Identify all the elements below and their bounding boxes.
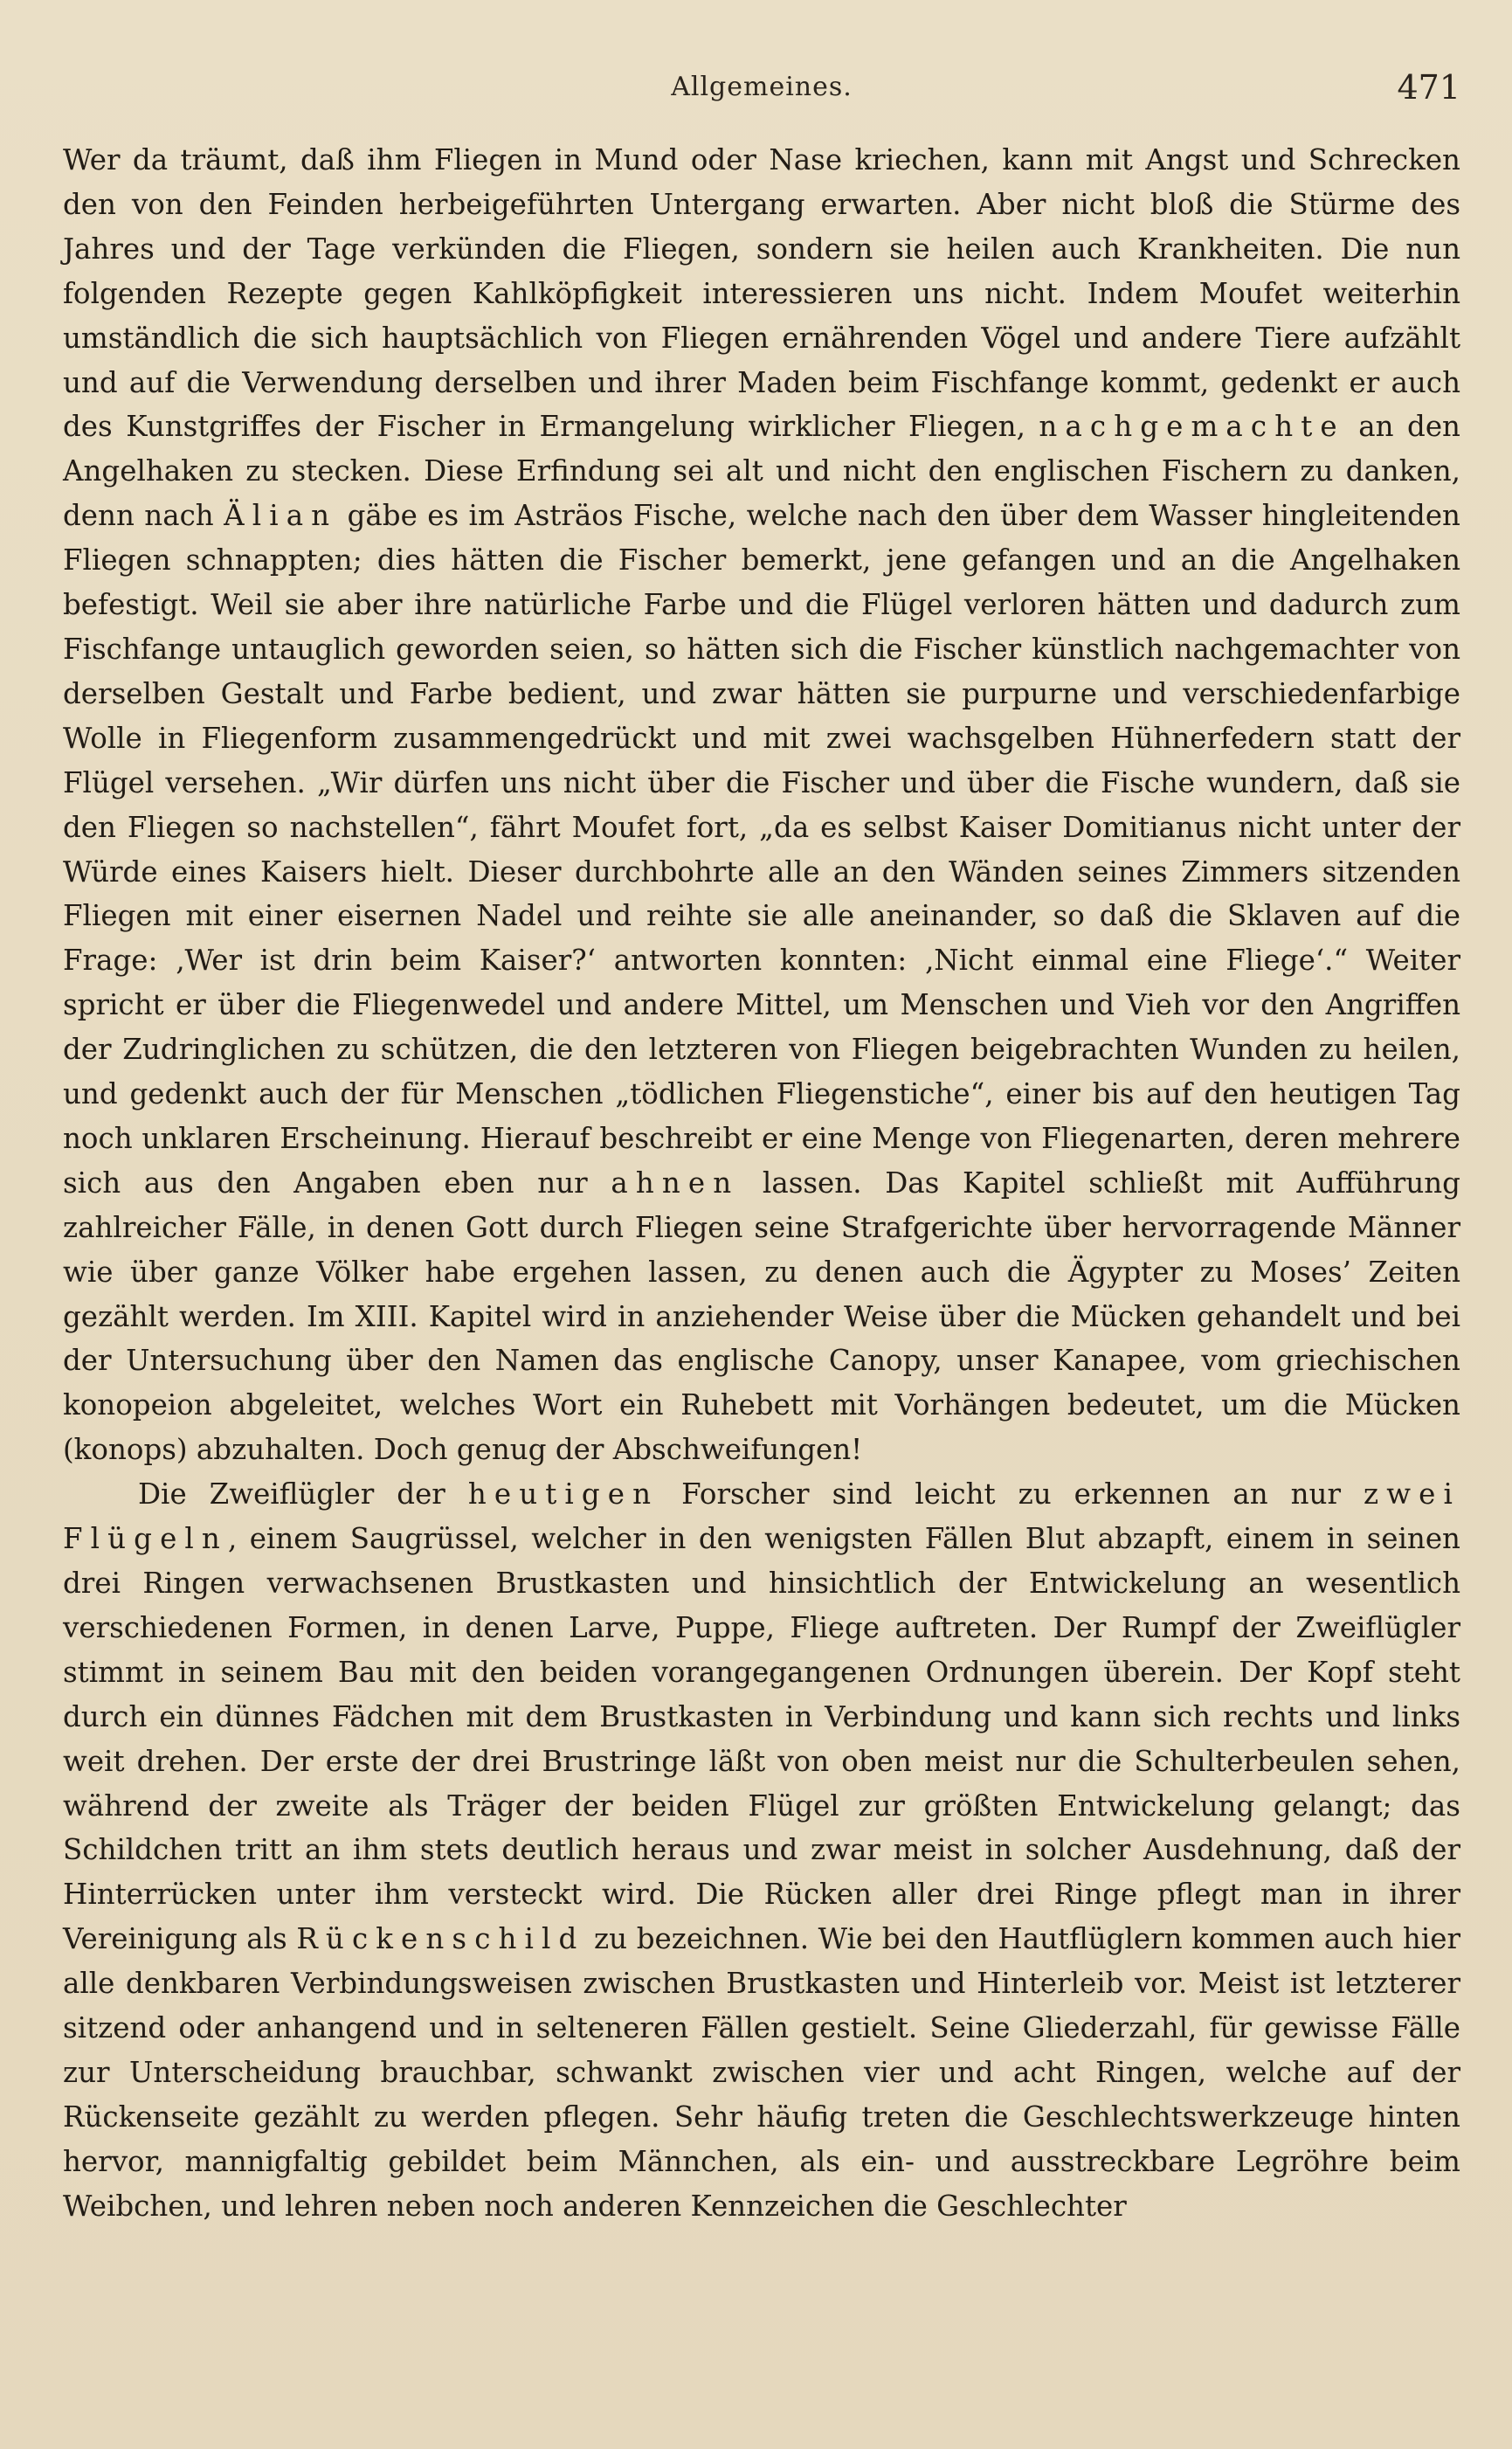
text-segment: Wer da träumt, daß ihm Fliegen in Mund oder Nase kriechen, kann mit Angst und Schrecken den von den Feinden herbeigeführten Untergang erwarten. Aber nicht bloß die Stürme des Jahres und der Tage verkünden die Fliegen, sondern sie heilen auch Krankheiten. Die nun folgenden Rezepte gegen Kahlköpfigkeit interessieren uns nicht. Indem Moufet weiterhin umständlich die sich hauptsächlich von Fliegen ernährenden Vögel und andere Tiere aufzählt und auf die Verwendung derselben und ihrer Maden beim Fischfange kommt, gedenkt er auch des Kunstgriffes der Fischer in Ermangelung wirklicher Fliegen,: [63, 143, 1460, 444]
page-number: 471: [1397, 68, 1460, 107]
emphasized-text: nachgemachte: [1039, 410, 1345, 444]
text-segment: , einem Saugrüssel, welcher in den wenigsten Fällen Blut abzapft, einem in seinen drei Ringen verwachsenen Brustkasten und hinsichtlich der Entwickelung an wesentlich verschiedenen Formen, in denen Larve, Puppe, Fliege auftreten. Der Rumpf der Zweiflügler stimmt in seinem Bau mit den beiden vorangegangenen Ordnungen überein. Der Kopf steht durch ein dünnes Fädchen mit dem Brustkasten in Verbindung und kann sich rechts und links weit drehen. Der erste der drei Brustringe läßt von oben meist nur die Schulterbeulen sehen, während der zweite als Träger der beiden Flügel zur größten Entwickelung gelangt; das Schildchen tritt an ihm stets deutlich heraus und zwar meist in solcher Ausdehnung, daß der Hinterrücken unter ihm versteckt wird. Die Rücken aller drei Ringe pflegt man in ihrer Vereinigung als: [63, 1522, 1460, 1956]
emphasized-text: Älian: [224, 499, 338, 533]
emphasized-text: ahnen: [611, 1166, 740, 1200]
emphasized-text: Rückenschild: [296, 1922, 585, 1956]
running-head: Allgemeines.: [671, 72, 853, 102]
emphasized-text: zwei Flügeln: [63, 1477, 1460, 1556]
text-segment: an den Angelhaken zu stecken. Diese Erfindung sei alt und nicht den englischen Fischern zu danken, denn nach: [63, 410, 1460, 533]
text-segment: Forscher sind leicht zu erkennen an nur: [659, 1477, 1364, 1512]
emphasized-text: heutigen: [467, 1477, 659, 1512]
text-segment: gäbe es im Asträos Fische, welche nach den über dem Wasser hingleitenden Fliegen schnappten; dies hätten die Fischer bemerkt, jene gefangen und an die Angelhaken befestigt. Weil sie aber ihre natürliche Farbe und die Flügel verloren hätten und dadurch zum Fischfange untauglich geworden seien, so hätten sich die Fischer künstlich nachgemachter von derselben Gestalt und Farbe bedient, und zwar hätten sie purpurne und verschiedenfarbige Wolle in Fliegenform zusammengedrückt und mit zwei wachsgelben Hühnerfedern statt der Flügel versehen. „Wir dürfen uns nicht über die Fischer und über die Fische wundern, daß sie den Fliegen so nachstellen“, fährt Moufet fort, „da es selbst Kaiser Domitianus nicht unter der Würde eines Kaisers hielt. Dieser durchbohrte alle an den Wänden seines Zimmers sitzenden Fliegen mit einer eisernen Nadel und reihte sie alle aneinander, so daß die Sklaven auf die Frage: ‚Wer ist drin beim Kaiser?‘ antworten konnten: ‚Nicht einmal eine Fliege‘.“ Weiter spricht er über die Fliegenwedel und andere Mittel, um Menschen und Vieh vor den Angriffen der Zudringlichen zu schützen, die den letzteren von Fliegen beigebrachten Wunden zu heilen, und gedenkt auch der für Menschen „tödlichen Fliegenstiche“, einer bis auf den heutigen Tag noch unklaren Erscheinung. Hierauf beschreibt er eine Menge von Fliegenarten, deren mehrere sich aus den Angaben eben nur: [63, 499, 1460, 1200]
text-segment: zu bezeichnen. Wie bei den Hautflüglern kommen auch hier alle denkbaren Verbindungsweisen zwischen Brustkasten und Hinterleib vor. Meist ist letzterer sitzend oder anhangend und in selteneren Fällen gestielt. Seine Gliederzahl, für gewisse Fälle zur Unterscheidung brauchbar, schwankt zwischen vier und acht Ringen, welche auf der Rückenseite gezählt zu werden pflegen. Sehr häufig treten die Geschlechtswerkzeuge hinten hervor, mannigfaltig gebildet beim Männchen, als ein- und ausstreckbare Legröhre beim Weibchen, und lehren neben noch anderen Kennzeichen die Geschlechter: [63, 1922, 1461, 2223]
paragraph: [63, 138, 1460, 1472]
page-header: [63, 68, 1460, 112]
paragraph: [63, 1472, 1460, 2228]
text-segment: lassen. Das Kapitel schließt mit Aufführung zahlreicher Fälle, in denen Gott durch Fliegen seine Strafgerichte über hervorragende Männer wie über ganze Völker habe ergehen lassen, zu denen auch die Ägypter zu Moses’ Zeiten gezählt werden. Im XIII. Kapitel wird in anziehender Weise über die Mücken gehandelt und bei der Untersuchung über den Namen das englische Canopy, unser Kanapee, vom griechischen konopeion abgeleitet, welches Wort ein Ruhebett mit Vorhängen bedeutet, um die Mücken (konops) abzuhalten. Doch genug der Abschweifungen!: [63, 1166, 1460, 1467]
body-text: [63, 138, 1460, 2229]
text-segment: Die Zweiflügler der: [138, 1477, 468, 1512]
